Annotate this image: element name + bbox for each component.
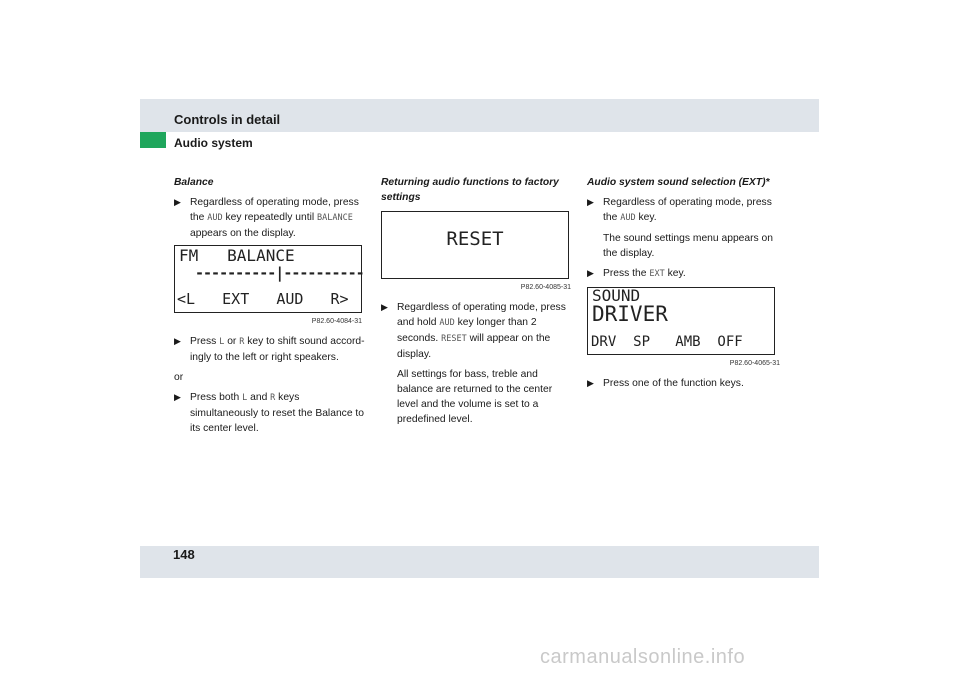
balance-bar: ----------|---------- [195, 264, 364, 282]
balance-heading: Balance [174, 177, 214, 188]
reset-step-1: ▶ Regardless of operating mode, press and hold AUD key longer than 2 seconds. RESET will appear on the display. [381, 302, 566, 360]
sound-note: The sound settings menu appears on the display. [603, 233, 774, 259]
arrow-icon: ▶ [174, 197, 181, 207]
arrow-icon: ▶ [174, 336, 181, 346]
balance-display: FM BALANCE ----------|---------- <L EXT AUD R> [174, 245, 362, 313]
sound-step-1: ▶ Regardless of operating mode, press the AUD key. [587, 197, 772, 223]
display-word: BALANCE [317, 213, 353, 223]
arrow-icon: ▶ [587, 197, 594, 207]
section-marker [140, 132, 166, 148]
arrow-icon: ▶ [587, 268, 594, 278]
arrow-icon: ▶ [587, 378, 594, 388]
balance-step-1: ▶ Regardless of operating mode, press the AUD key repeatedly until BALANCE appears on the display. [174, 197, 359, 239]
figure-reference: P82.60-4084-31 [311, 318, 362, 325]
page-number: 148 [173, 547, 195, 562]
or-text: or [174, 372, 184, 383]
sound-display-figure [587, 287, 780, 371]
reset-heading: Returning audio functions to factory settings [381, 177, 559, 203]
balance-step-2: ▶ Press L or R key to shift sound accord-ingly to the left or right speakers. [174, 336, 365, 363]
watermark: carmanualsonline.info [540, 646, 746, 668]
reset-note: All settings for bass, treble and balance are returned to the center level and the volume is set to a predefined level. [397, 369, 553, 425]
reset-display: RESET [381, 211, 569, 279]
balance-display-figure [174, 245, 369, 329]
key-label: AUD [207, 213, 223, 223]
sound-step-2: ▶ Press the EXT key. [587, 268, 686, 279]
arrow-icon: ▶ [381, 302, 388, 312]
sound-column [587, 175, 780, 391]
page-title: Controls in detail [174, 112, 281, 127]
footer-band [140, 546, 819, 578]
figure-reference: P82.60-4065-31 [729, 360, 780, 367]
section-subtitle: Audio system [174, 136, 253, 150]
balance-step-3: ▶ Press both L and R keys simultaneously to reset the Balance to its center level. [174, 392, 365, 434]
sound-display: SOUND DRIVER DRV SP AMB OFF [587, 287, 775, 355]
figure-reference: P82.60-4085-31 [520, 284, 571, 291]
sound-heading: Audio system sound selection (EXT)* [587, 177, 770, 188]
reset-display-figure [381, 211, 574, 295]
sound-step-3: ▶ Press one of the function keys. [587, 378, 744, 389]
arrow-icon: ▶ [174, 392, 181, 402]
reset-column [381, 175, 574, 427]
balance-column [174, 175, 369, 436]
